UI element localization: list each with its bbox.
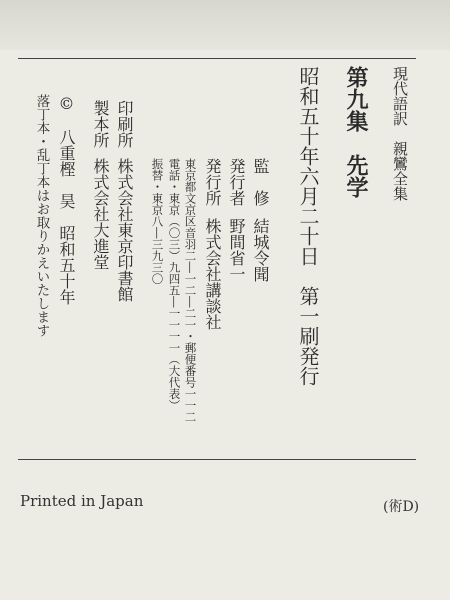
- replacement-notice: 落丁本・乱丁本はお取りかえいたします: [33, 94, 50, 337]
- supervisor-name: 結城令聞: [251, 218, 270, 282]
- printer-label: 印刷所: [115, 100, 134, 148]
- address: 東京都文京区音羽二―一二―二一・郵便番号一一二: [183, 158, 198, 423]
- publisher-name: 野間省一: [227, 218, 246, 282]
- publishing-house-name: 株式会社講談社: [203, 218, 222, 330]
- printer-name: 株式会社東京印書館: [115, 158, 134, 302]
- catalog-code: (術D): [383, 499, 420, 515]
- publication-date: 昭和五十年六月二十日 第一刷発行: [296, 66, 320, 386]
- supervisor-label: 監 修: [251, 158, 270, 206]
- series-title: 現代語訳 親鸞全集: [391, 66, 409, 201]
- transfer-account: 振替・東京八―三九三〇: [150, 158, 165, 285]
- printed-in-japan: Printed in Japan: [20, 492, 144, 510]
- binder-label: 製本所: [91, 100, 110, 148]
- copyright-line: © 八重樫 昊 昭和五十年: [57, 94, 76, 305]
- binder-name: 株式会社大進堂: [91, 158, 110, 270]
- phone: 電話・東京（〇三）九四五―一一一一（大代表）: [167, 158, 182, 411]
- bleed-through-header: [0, 0, 450, 50]
- volume-title: 第九集 先学: [343, 66, 369, 198]
- publishing-house-label: 発行所: [203, 158, 222, 206]
- publisher-label: 発行者: [227, 158, 246, 206]
